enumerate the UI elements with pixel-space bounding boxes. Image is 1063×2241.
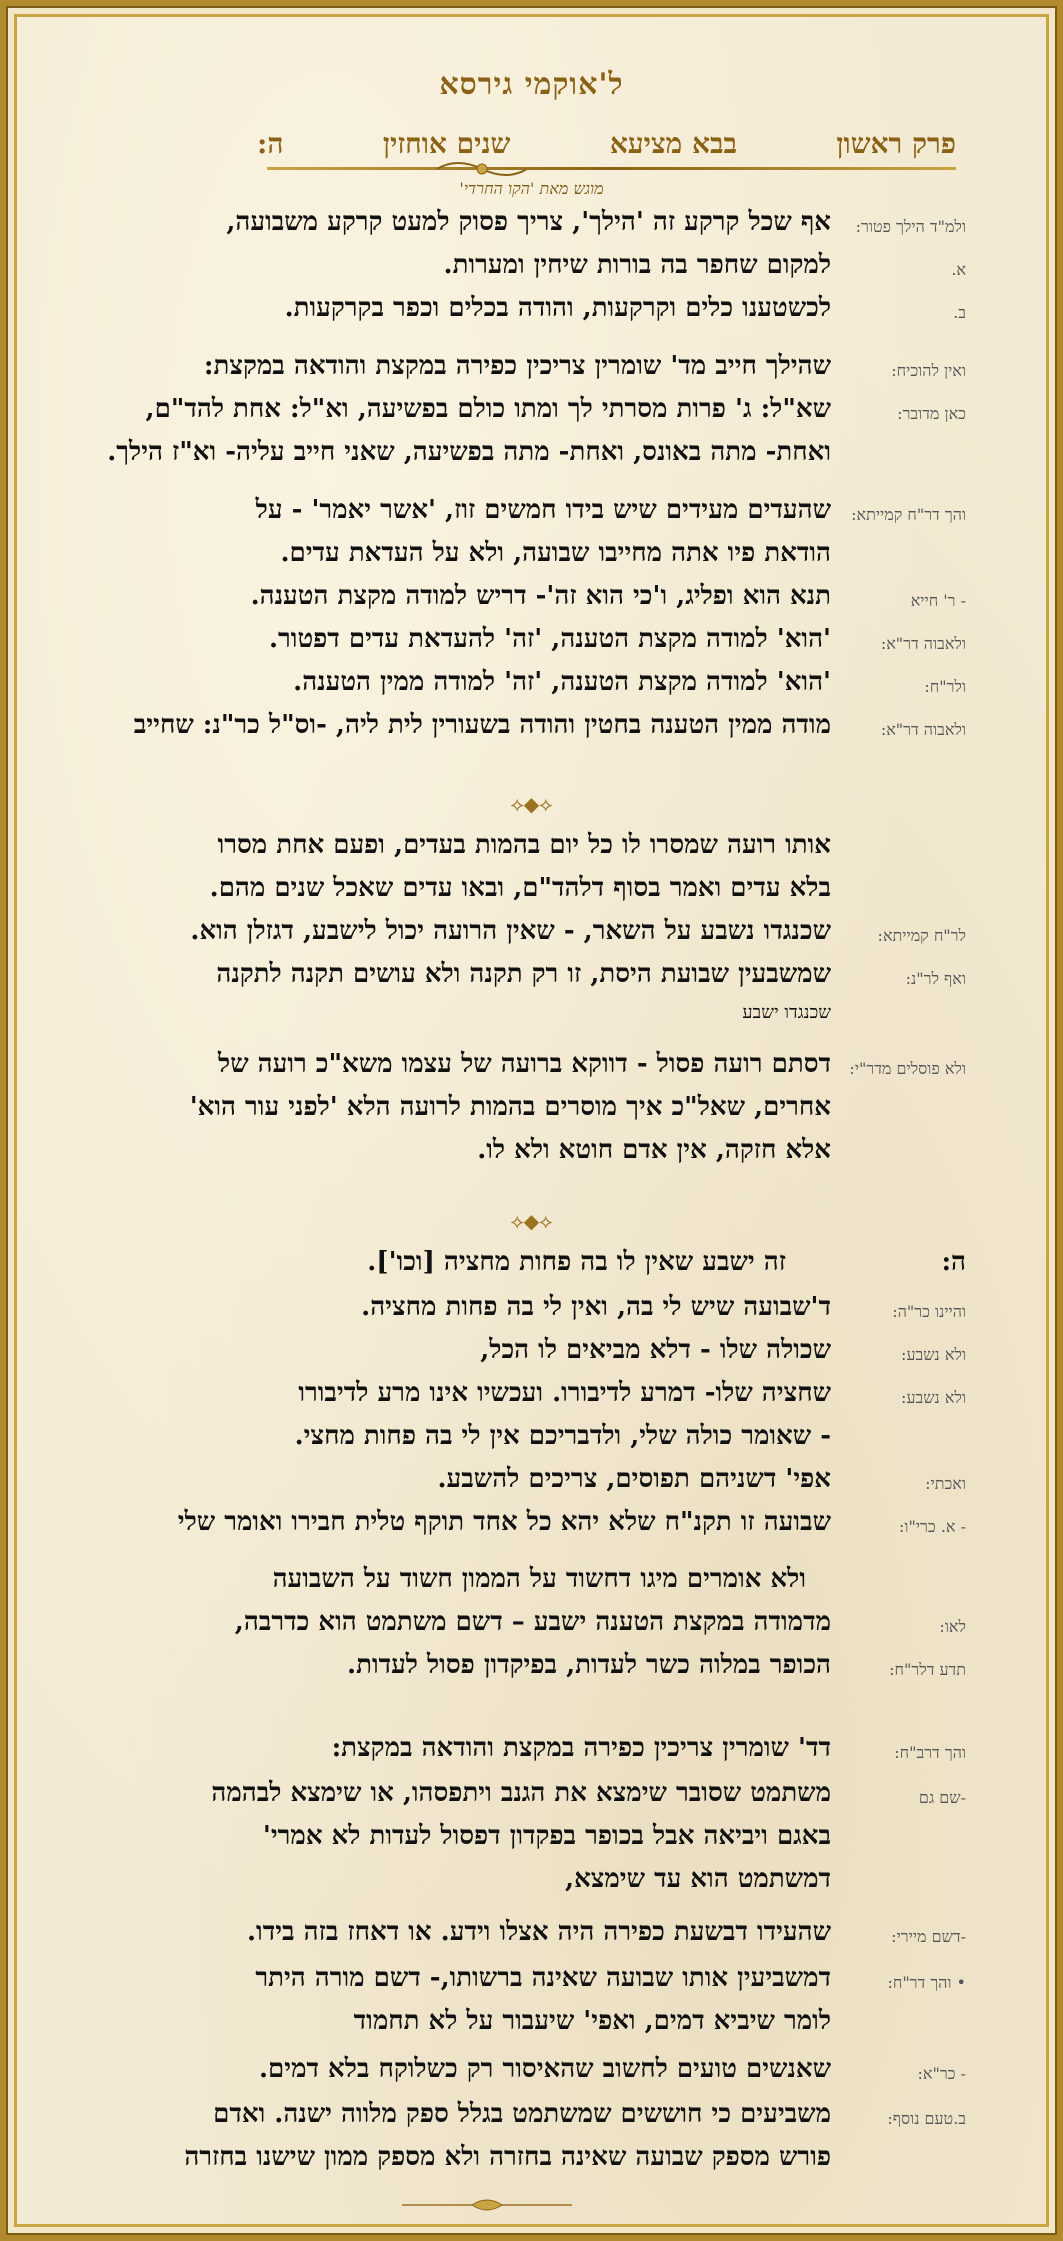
main-text: לומר שיביא דמים, ואפי' שיעבור על לא תחמוד [353, 2006, 831, 2036]
main-text: משתמט שסובר שימצא את הגנב ויתפסהו, או שימצא לבהמה [211, 1778, 831, 1808]
main-text: שהילך חייב מד' שומרין צריכין כפירה במקצת והודאה במקצת: [203, 351, 831, 381]
main-text: שחציה שלו- דמרע לדיבורו. ועכשיו אינו מרע לדיבורו [298, 1378, 831, 1408]
divider-ornament-icon: ⟡◆⟡ [510, 1209, 553, 1233]
side-note: כאן מדובר: [897, 404, 966, 423]
side-note: ולא נשבע: [901, 1388, 966, 1407]
text-line [17, 1607, 1046, 1647]
main-text: דד' שומרין צריכין כפירה במקצת והודאה במקצת: [331, 1733, 831, 1763]
text-line [17, 1733, 1046, 1773]
main-text: דמשתמט הוא עד שימצא, [565, 1864, 831, 1894]
page [14, 14, 1049, 2227]
header [17, 67, 1046, 102]
side-note: -שם גם [918, 1788, 966, 1807]
main-text: משביעים כי חוששים שמשתמט בגלל ספק מלווה ישנה. ואדם [213, 2099, 831, 2129]
text-line [17, 1650, 1046, 1690]
page-title: ל'אוקמי גירסא [439, 67, 624, 102]
main-text: ולא אומרים מיגו דחשוד על הממון חשוד על השבועה [272, 1564, 806, 1594]
side-note: - א. כרי"ו: [899, 1517, 966, 1536]
main-text: דמשביעין אותו שבועה שאינה ברשותו,- דשם מורה היתר [255, 1963, 831, 1993]
text-line [17, 2054, 1046, 2094]
text-line [17, 624, 1046, 664]
page-frame-inner [6, 6, 1057, 2235]
side-note: • והך דר"ח: [887, 1973, 966, 1992]
subheader [257, 127, 956, 161]
chapter-label: פרק ראשון [836, 127, 956, 160]
text-line [17, 1464, 1046, 1504]
side-note: -דשם מיירי: [891, 1927, 966, 1946]
main-text: שכולה שלו - דלא מביאים לו הכל, [480, 1335, 831, 1365]
text-line [17, 1864, 1046, 1904]
main-text: זה ישבע שאין לו בה פחות מחציה [וכו']. [367, 1247, 786, 1277]
text-line [17, 538, 1046, 578]
side-note: - ר' חייא [910, 591, 966, 610]
text-line [17, 710, 1046, 750]
header-ornament-icon [432, 157, 532, 181]
main-text: באגם ויביאה אבל בכופר בפקדון דפסול לעדות לא אמרי' [262, 1821, 831, 1851]
text-line [17, 916, 1046, 956]
side-note: לאו: [939, 1617, 966, 1636]
tractate-label: בבא מציעא [609, 127, 737, 160]
main-text: שאנשים טועים לחשוב שהאיסור רק כשלוקח בלא דמים. [258, 2054, 831, 2084]
side-note: ולר"ח: [924, 677, 966, 696]
side-note: והך דרב"ח: [894, 1743, 966, 1762]
main-text: אחרים, שאל"כ איך מוסרים בהמות לרועה הלא 'לפני עור הוא' [189, 1092, 831, 1122]
side-note: והיינו כר"ה: [892, 1302, 966, 1321]
side-note: ולמ"ד הילך פטור: [855, 217, 966, 236]
text-line [17, 1378, 1046, 1418]
text-line [17, 351, 1046, 391]
text-line [17, 1247, 1046, 1287]
text-line [17, 1507, 1046, 1547]
main-text: 'הוא' למודה מקצת הטענה, 'זה' להעדאת עדים דפטור. [268, 624, 831, 654]
side-note: ב.טעם נוסף: [887, 2109, 966, 2128]
text-line [17, 959, 1046, 999]
side-note: ואכתי: [925, 1474, 966, 1493]
text-line [17, 1002, 1046, 1042]
main-text: הודאת פיו אתה מחייבו שבועה, ולא על העדאת עדים. [280, 538, 831, 568]
main-text: בלא עדים ואמר בסוף דלהד"ם, ובאו עדים שאכל שנים מהם. [209, 873, 831, 903]
text-line [17, 2142, 1046, 2182]
text-line [17, 1292, 1046, 1332]
text-line [17, 1917, 1046, 1957]
side-note: ולאבוה דר"א: [880, 634, 966, 653]
main-text: 'הוא' למודה מקצת הטענה, 'זה' למודה ממין הטענה. [293, 667, 831, 697]
main-text: שהעידו דבשעת כפירה היה אצלו וידע. או דאחז בזה בידו. [247, 1917, 831, 1947]
text-line [17, 873, 1046, 913]
main-text: מדמודה במקצת הטענה ישבע – דשם משתמט הוא כדרבה, [234, 1607, 831, 1637]
text-line [17, 250, 1046, 290]
main-text: שמשבעין שבועת היסת, זו רק תקנה ולא עושים תקנה לתקנה [216, 959, 831, 989]
daf-marker: ה: [941, 1247, 966, 1277]
side-note: ואף לר"נ: [905, 969, 966, 988]
main-text: - שאומר כולה שלי, ולדבריכם אין לי בה פחות מחצי. [294, 1421, 831, 1451]
text-line [17, 667, 1046, 707]
text-line [17, 394, 1046, 434]
main-text: דסתם רועה פסול - דווקא ברועה של עצמו משא"כ רועה של [218, 1049, 831, 1079]
main-text: פורש מספק שבועה שאינה בחזרה ולא מספק ממון שישנו בחזרה [184, 2142, 831, 2172]
text-line [17, 2006, 1046, 2046]
main-text: ד'שבועה שיש לי בה, ואין לי בה פחות מחציה. [361, 1292, 831, 1322]
text-line [17, 1092, 1046, 1132]
main-text: שכנגדו נשבע על השאר, - שאין הרועה יכול לישבע, דגזלן הוא. [190, 916, 831, 946]
main-text: ואחת- מתה באונס, ואחת- מתה בפשיעה, שאני חייב עליה- וא"ז הילך. [107, 437, 831, 467]
side-note: ואין להוכיח: [891, 361, 966, 380]
main-text: שבועה זו תקנ"ח שלא יהא כל אחד תוקף טלית חבירו ואומר שלי [177, 1507, 831, 1537]
text-line [17, 1135, 1046, 1175]
side-note: ולא פוסלים מדר"י: [849, 1059, 966, 1078]
daf-label: ה: [257, 127, 284, 160]
main-text: שא"ל: ג' פרות מסרתי לך ומתו כולם בפשיעה, וא"ל: אחת להד"ם, [145, 394, 831, 424]
header-rule [267, 167, 956, 170]
side-note: לר"ח קמייתא: [877, 926, 966, 945]
side-note: - כר"א: [917, 2064, 966, 2083]
main-text: שהעדים מעידים שיש בידו חמשים זוז, 'אשר יאמר' - על [255, 495, 831, 525]
text-line [17, 1778, 1046, 1818]
text-line [17, 1049, 1046, 1089]
main-text: הכופר במלוה כשר לעדות, בפיקדון פסול לעדות. [347, 1650, 831, 1680]
main-text: אותו רועה שמסרו לו כל יום בהמות בעדים, ופעם אחת מסרו [217, 830, 831, 860]
text-line [17, 2099, 1046, 2139]
text-line [17, 830, 1046, 870]
side-note: והך דר"ח קמייתא: [851, 505, 966, 524]
side-note: ב. [953, 303, 966, 322]
text-line [17, 581, 1046, 621]
text-line [17, 1421, 1046, 1461]
text-line [17, 293, 1046, 333]
text-line [17, 1564, 1046, 1604]
main-text: תנא הוא ופליג, ו'כי הוא זה'- דריש למודה מקצת הטענה. [250, 581, 831, 611]
divider-ornament-icon: ⟡◆⟡ [510, 792, 553, 816]
main-text: אף שכל קרקע זה 'הילך', צריך פסוק למעט קרקע משבועה, [226, 207, 831, 237]
text-line [17, 1335, 1046, 1375]
text-line [17, 437, 1046, 477]
side-note: תדע דלר"ח: [889, 1660, 966, 1679]
side-note: ולא נשבע: [901, 1345, 966, 1364]
main-text: מודה ממין הטענה בחטין והודה בשעורין לית ליה, -וס"ל כר"נ: שחייב [133, 710, 831, 740]
text-line [17, 1963, 1046, 2003]
text-line [17, 495, 1046, 535]
main-text: לכשטענו כלים וקרקעות, והודה בכלים וכפר בקרקעות. [284, 293, 831, 323]
main-text: שכנגדו ישבע [742, 1002, 831, 1023]
main-text: אלא חזקה, אין אדם חוטא ולא לו. [477, 1135, 831, 1165]
main-text: למקום שחפר בה בורות שיחין ומערות. [443, 250, 831, 280]
text-line [17, 207, 1046, 247]
footer-ornament-icon [402, 2195, 572, 2215]
text-line [17, 1821, 1046, 1861]
side-note: א. [951, 260, 966, 279]
credit: מוגש מאת 'הקו החרדי' [459, 179, 604, 198]
side-note: ולאבוה דר"א: [880, 720, 966, 739]
main-text: אפי' דשניהם תפוסים, צריכים להשבע. [437, 1464, 831, 1494]
section-name-label: שנים אוחזין [382, 127, 511, 160]
